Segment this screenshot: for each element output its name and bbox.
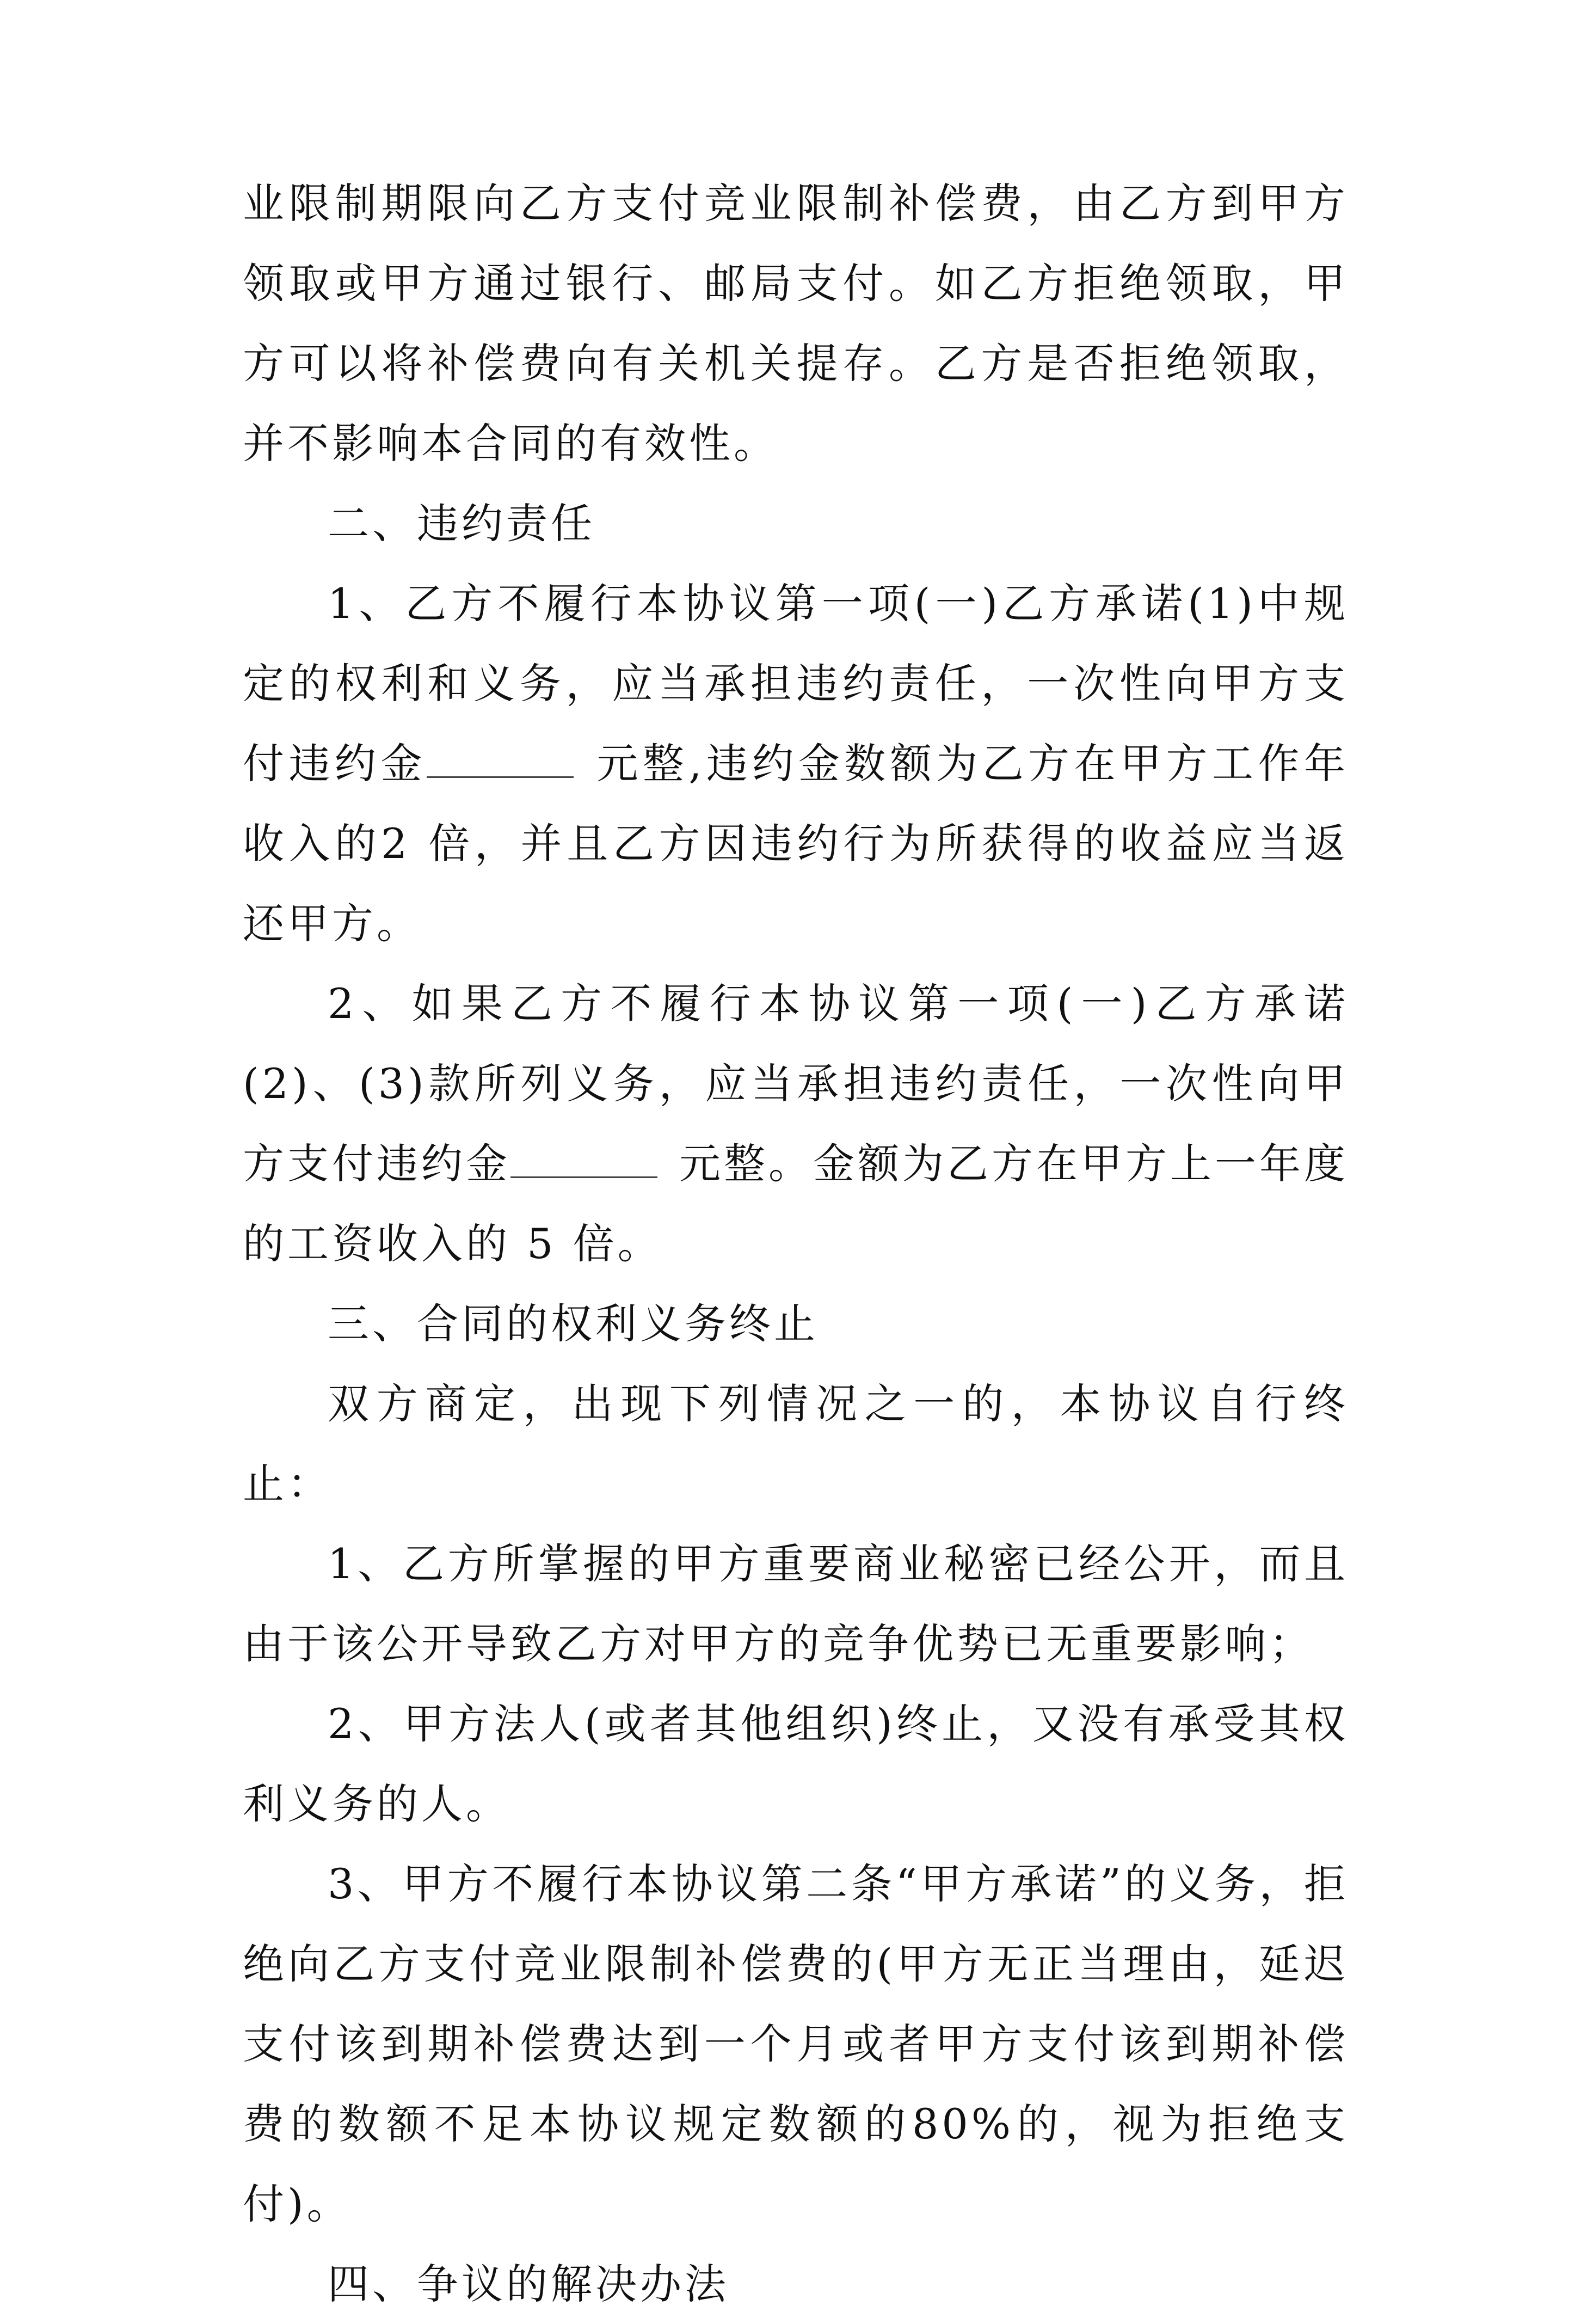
paragraph-liability-clause-1 <box>243 563 1349 964</box>
amount-blank-1 <box>427 744 574 778</box>
clause-2-text-before: 2、如果乙方不履行本协议第一项(一)乙方承诺(2)、(3)款所列义务，应当承担违约责任，一次性向甲方支付违约金 <box>243 979 1349 1188</box>
clause-2-text-after: 元整。金额为乙方在甲方上一年度的工资收入的 5 倍。 <box>243 1139 1349 1268</box>
paragraph-termination-item-3: 3、甲方不履行本协议第二条“甲方承诺”的义务，拒绝向乙方支付竞业限制补偿费的(甲方无正当理由，延迟支付该到期补偿费达到一个月或者甲方支付该到期补偿费的数额不足本协议规定数额的80%的，视为拒绝支付)。 <box>243 1860 1349 2228</box>
section-heading-liability: 二、违约责任 <box>328 499 595 548</box>
section-heading-termination: 三、合同的权利义务终止 <box>328 1299 819 1348</box>
paragraph-liability-clause-2 <box>243 964 1349 1284</box>
section-heading-dispute: 四、争议的解决办法 <box>328 2260 729 2308</box>
clause-1-text-before: 1、乙方不履行本协议第一项(一)乙方承诺(1)中规定的权利和义务，应当承担违约责任，一次性向甲方支付违约金 <box>243 579 1349 788</box>
paragraph-termination-item-2: 2、甲方法人(或者其他组织)终止，又没有承受其权利义务的人。 <box>243 1700 1349 1828</box>
clause-1-text-after: 元整,违约金数额为乙方在甲方工作年收入的2 倍，并且乙方因违约行为所获得的收益应当返还甲方。 <box>243 739 1349 948</box>
amount-blank-2 <box>510 1144 657 1178</box>
paragraph-compensation-payment: 业限制期限向乙方支付竞业限制补偿费，由乙方到甲方领取或甲方通过银行、邮局支付。如乙方拒绝领取，甲方可以将补偿费向有关机关提存。乙方是否拒绝领取，并不影响本合同的有效性。 <box>243 179 1349 468</box>
paragraph-termination-item-1: 1、乙方所掌握的甲方重要商业秘密已经公开，而且由于该公开导致乙方对甲方的竞争优势已无重要影响； <box>243 1540 1349 1668</box>
document-body <box>243 163 1349 2324</box>
paragraph-termination-intro: 双方商定，出现下列情况之一的，本协议自行终止： <box>243 1379 1349 1508</box>
